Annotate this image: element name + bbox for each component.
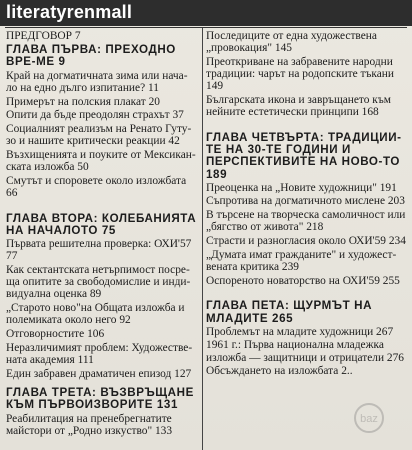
chapter-heading: ГЛАВА ТРЕТА: ВЪЗВРЪЩАНЕ КЪМ ПЪРВОИЗВОРИТЕ 131 bbox=[6, 386, 194, 412]
toc-entry: Оспореното новаторство на ОХИ'59 255 bbox=[206, 274, 400, 287]
top-rule bbox=[5, 27, 407, 28]
toc-entry: Опити да бъде преодолян страхът 37 bbox=[6, 109, 184, 122]
toc-entry: Проблемът на младите художници 267 bbox=[206, 325, 394, 338]
toc-entry: Първата решителна проверка: ОХИ'57 77 bbox=[6, 238, 192, 263]
toc-entry: Реабилитация на пренебрегнатите майстори от „Родно изкуство" 133 bbox=[6, 412, 173, 437]
toc-entry: „Старото ново"на Общата изложба и полемиката около него 92 bbox=[6, 302, 185, 327]
spacer bbox=[6, 201, 198, 211]
spacer bbox=[6, 381, 198, 385]
svg-text:baz: baz bbox=[360, 413, 378, 425]
chapter-heading: ГЛАВА ВТОРА: КОЛЕБАНИЯТА НА НАЧАЛОТО 75 bbox=[6, 211, 197, 237]
left-column bbox=[6, 30, 198, 439]
toc-entry: „Думата имат гражданите" и художест-вената критика 239 bbox=[206, 248, 397, 273]
toc-entry: Край на догматичната зима или нача-ло на едно дълго изпитание? 11 bbox=[6, 69, 188, 94]
toc-entry: В търсене на творческа самоличност или „бягство от живота" 218 bbox=[206, 209, 406, 234]
toc-entry: Смутът и споровете около изложбата 66 bbox=[6, 174, 187, 199]
toc-entry: Преоткриване на забравените народни традиции: чарът на родопските тъкани 149 bbox=[206, 55, 394, 93]
toc-entry: Отговорностите 106 bbox=[6, 327, 105, 340]
toc-entry: Социалният реализъм на Ренато Гуту-зо и нашите критически реакции 42 bbox=[6, 122, 192, 148]
banner-text: literatyrenmall bbox=[6, 2, 133, 22]
chapter-heading: ГЛАВА ЧЕТВЪРТА: ТРАДИЦИИ-ТЕ НА 30-ТЕ ГОДИНИ И ПЕРСПЕКТИВИТЕ НА НОВО-ТО 189 bbox=[206, 130, 402, 181]
toc-entry: Неразличимият проблем: Художестве-ната академия 111 bbox=[6, 341, 193, 366]
toc-entry: Един забравен драматичен епизод 127 bbox=[6, 367, 192, 380]
column-divider bbox=[202, 28, 203, 450]
watermark-banner bbox=[0, 0, 412, 26]
toc-entry: Как сектантската нетърпимост посре-ща опитите за свободомислие и инди-видуална оценка 89 bbox=[6, 263, 191, 301]
spacer bbox=[206, 288, 406, 298]
toc-entry: Примерът на полския плакат 20 bbox=[6, 95, 160, 108]
toc-entry: Страсти и разногласия около ОХИ'59 234 bbox=[206, 235, 406, 248]
toc-entry: 1961 г.: Първа национална младежка изложба — защитници и отрицатели 276 bbox=[206, 339, 404, 364]
chapter-heading: ГЛАВА ПЪРВА: ПРЕХОДНО ВРЕ-МЕ 9 bbox=[6, 43, 176, 69]
toc-entry: Възхищенията и поуките от Мексикан-ската изложба 50 bbox=[6, 148, 196, 174]
spacer bbox=[206, 120, 406, 130]
toc-entry: Българската икона и завръщането към нейните естетически принципи 168 bbox=[206, 94, 391, 119]
right-column bbox=[206, 30, 406, 379]
toc-entry: Последиците от една художествена „провокация" 145 bbox=[206, 30, 377, 55]
chapter-heading: ГЛАВА ПЕТА: ЩУРМЪТ НА МЛАДИТЕ 265 bbox=[206, 299, 373, 325]
toc-entry: ПРЕДГОВОР 7 bbox=[6, 30, 81, 42]
toc-entry: Обсъждането на изложбата 2.. bbox=[206, 365, 353, 378]
toc-entry: Преоценка на „Новите художници" 191 bbox=[206, 181, 397, 194]
toc-entry: Съпротива на догматичното мислене 203 bbox=[206, 195, 405, 208]
watermark-logo-icon bbox=[342, 400, 396, 442]
